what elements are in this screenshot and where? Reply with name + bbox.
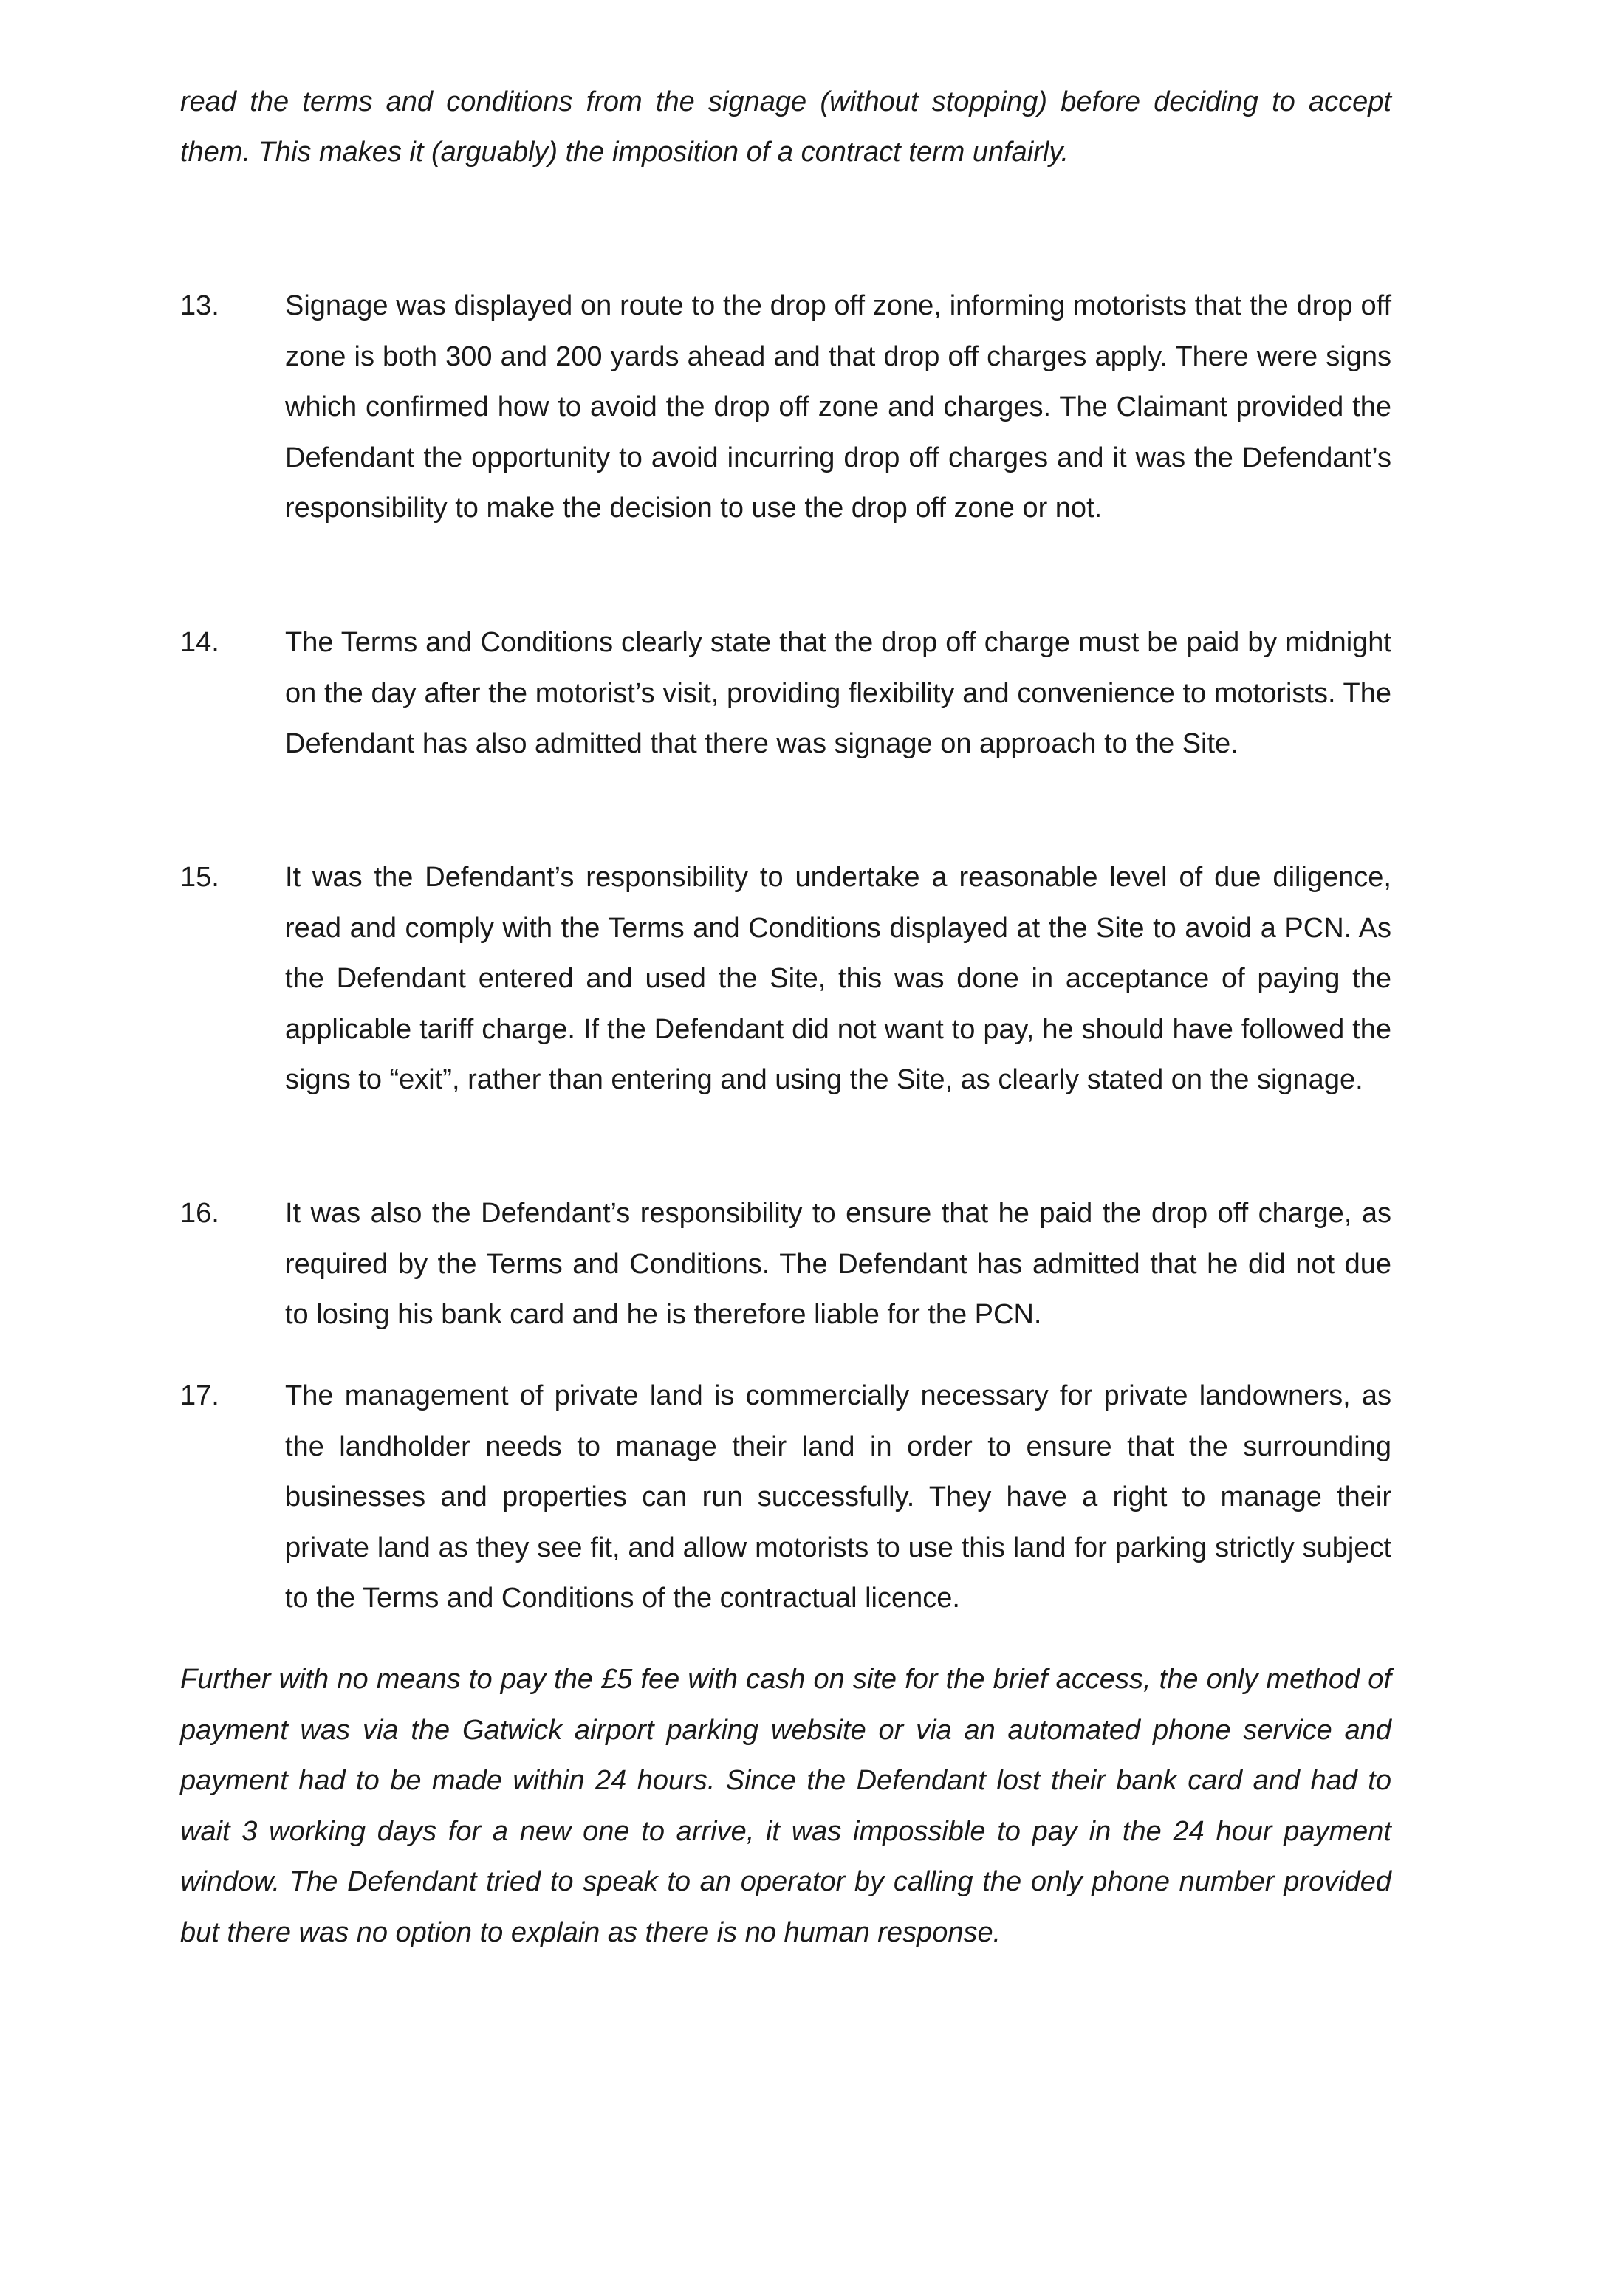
paragraph-text: The Terms and Conditions clearly state that the drop off charge must be paid by midnight on the day after the motorist’s visit, providing flexibility and convenience to motorists. The Defendant has also admitted that there was signage on approach to the Site.: [285, 627, 1391, 759]
paragraph-text: It was the Defendant’s responsibility to undertake a reasonable level of due diligence, read and comply with the Terms and Conditions displayed at the Site to avoid a PCN. As the Defendant entered and used the Site, this was done in acceptance of paying the applicable tariff charge. If the Defendant did not want to pay, he should have followed the signs to “exit”, rather than entering and using the Site, as clearly stated on the signage.: [285, 862, 1391, 1095]
paragraph-number: 13.: [180, 290, 219, 321]
paragraph-number: 14.: [180, 627, 219, 658]
paragraph-number: 15.: [180, 862, 219, 893]
paragraph-number: 17.: [180, 1380, 219, 1411]
closing-paragraph: Further with no means to pay the £5 fee with cash on site for the brief access, the only method of payment was via the Gatwick airport parking website or via an automated phone service and payment had to be made within 24 hours. Since the Defendant lost their bank card and had to wait 3 working days for a new one to arrive, it was impossible to pay in the 24 hour payment window. The Defendant tried to speak to an operator by calling the only phone number provided but there was no option to explain as there is no human response.: [180, 1664, 1391, 1948]
paragraph-number: 16.: [180, 1198, 219, 1229]
intro-paragraph: read the terms and conditions from the signage (without stopping) before deciding to accept them. This makes it (arguably) the imposition of a contract term unfairly.: [180, 86, 1391, 168]
paragraph-text: It was also the Defendant’s responsibility to ensure that he paid the drop off charge, as required by the Terms and Conditions. The Defendant has admitted that he did not due to losing his bank card and he is therefore liable for the PCN.: [285, 1198, 1391, 1330]
paragraph-text: Signage was displayed on route to the drop off zone, informing motorists that the drop off zone is both 300 and 200 yards ahead and that drop off charges apply. There were signs which confirmed how to avoid the drop off zone and charges. The Claimant provided the Defendant the opportunity to avoid incurring drop off charges and it was the Defendant’s responsibility to make the decision to use the drop off zone or not.: [285, 290, 1391, 524]
paragraph-text: The management of private land is commercially necessary for private landowners, as the landholder needs to manage their land in order to ensure that the surrounding businesses and properties can run successfully. They have a right to manage their private land as they see fit, and allow motorists to use this land for parking strictly subject to the Terms and Conditions of the contractual licence.: [285, 1380, 1391, 1614]
